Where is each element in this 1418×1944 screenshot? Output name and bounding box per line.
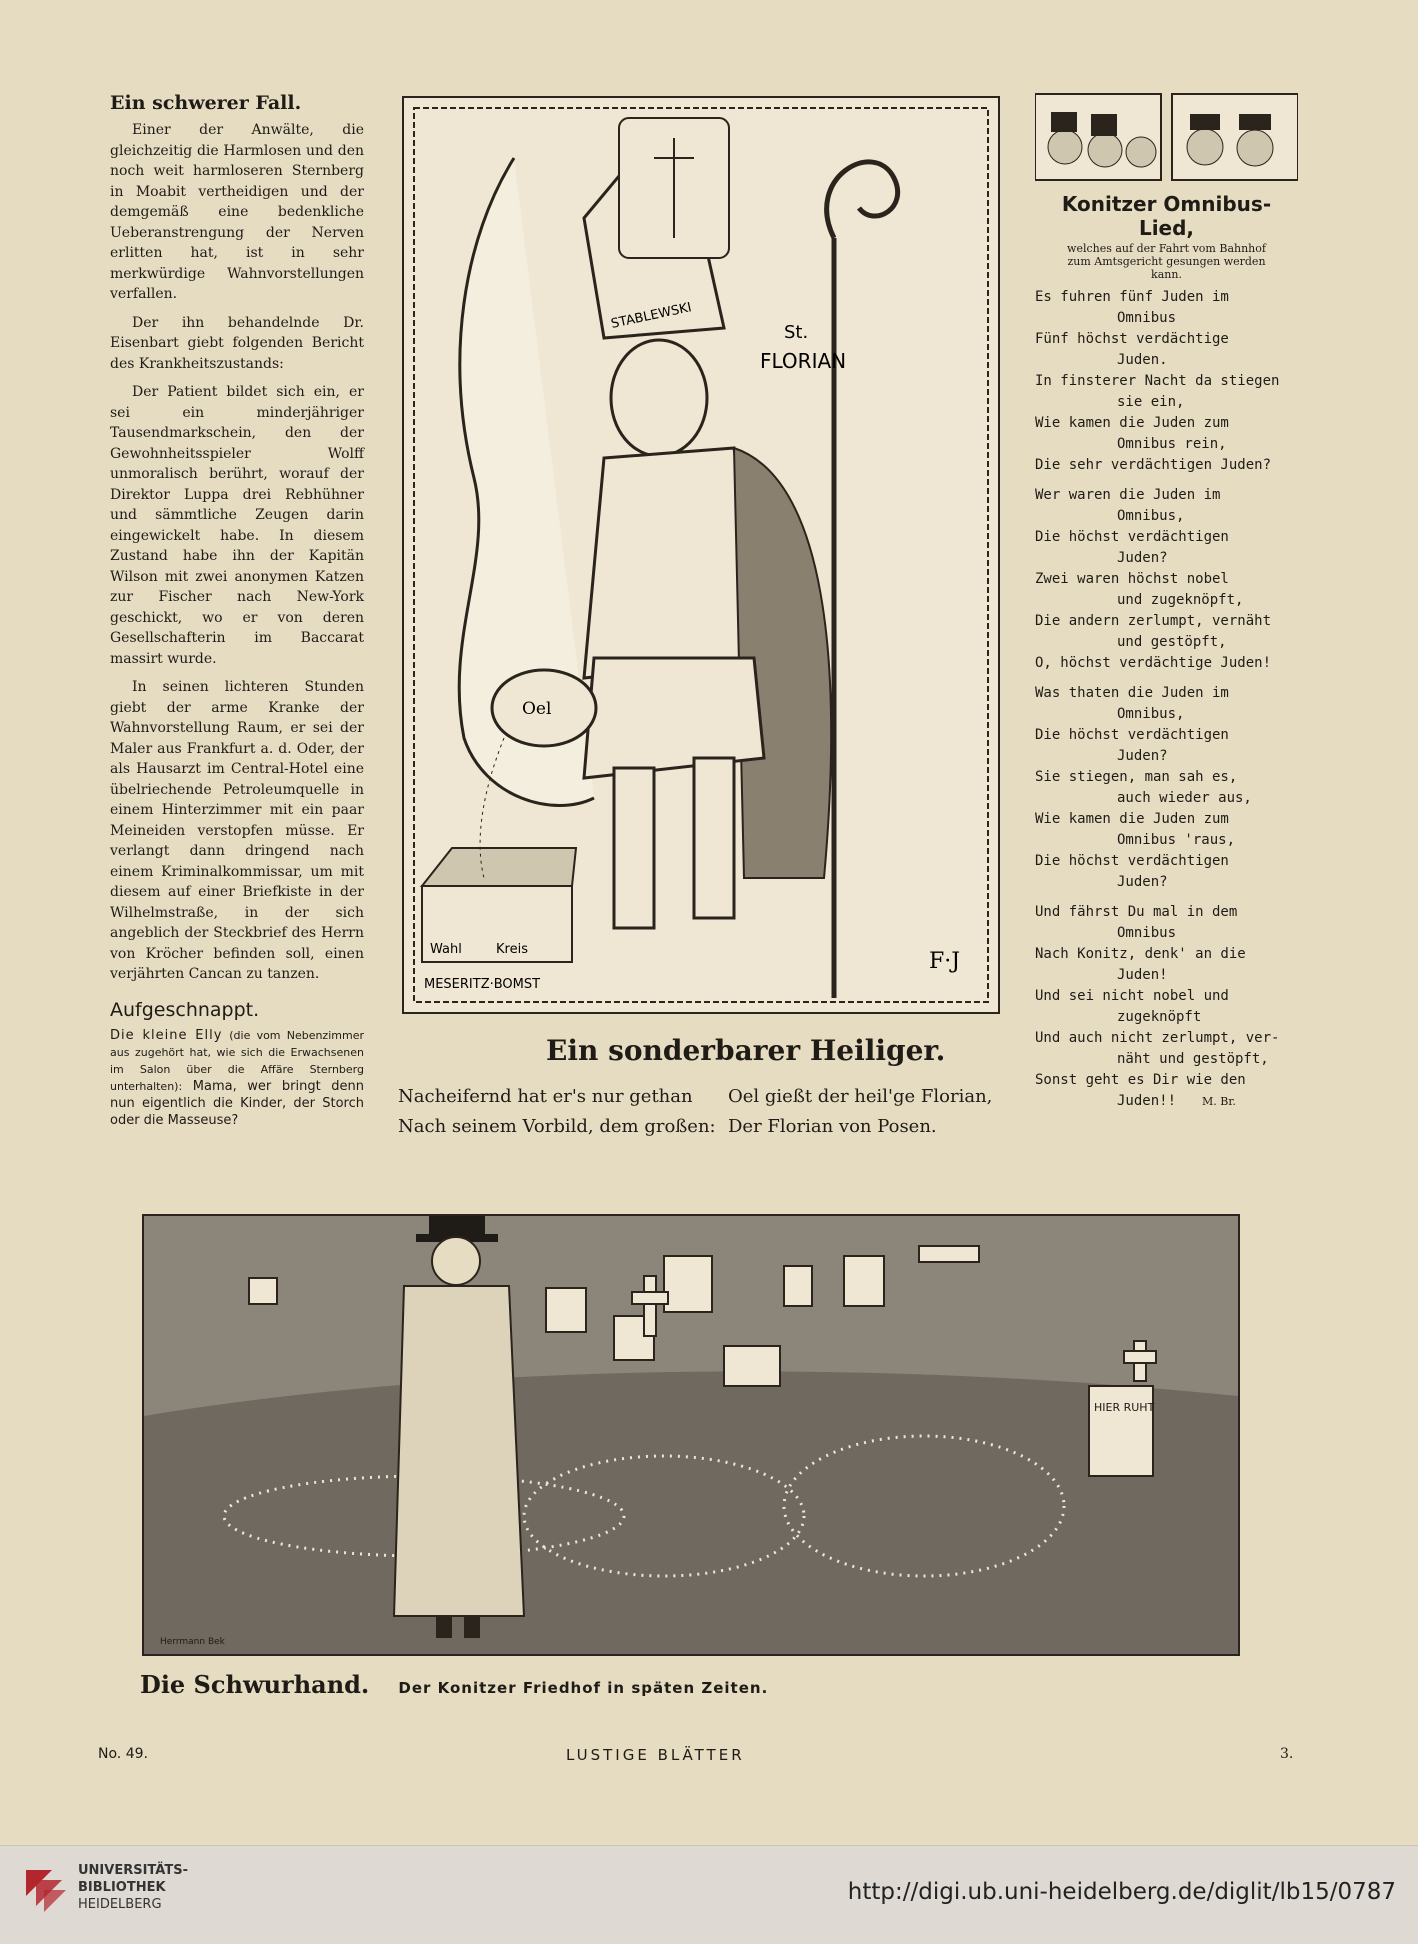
article1-paragraph: Einer der Anwälte, die gleichzeitig die Harmlosen und den noch weit harmloseren Sternberg in Moabit vertheidigen und der demgemäß eine bedenkliche Ueberanstrengung der Nerven erlitten hat, ist in sehr merkwürdige Wahnvorstellungen verfallen. <box>110 122 364 302</box>
verse-line: Die höchst verdächtigen <box>1035 727 1229 743</box>
saint-caption-title: Ein sonderbarer Heiliger. <box>546 1034 946 1067</box>
kreis-label: Kreis <box>496 942 528 957</box>
article1-paragraph: In seinen lichteren Stunden giebt der arme Kranke der Wahnvorstellung Raum, er sei der Maler aus Frankfurt a. d. Oder, der als Hausarzt im Central-Hotel eine übelriechende Petroleumquelle in einem Hinterzimmer mit ein paar Meineiden verstopfen müsse. Er verlangt dann dringend nach einem Kriminalkommissar, um mit diesem auf einer Briefkiste in der Wilhelmstraße, in der sich angeblich der Steckbrief des Herrn von Kröcher befinden soll, einen verjährten Cancan zu tanzen. <box>110 679 364 982</box>
verse-text: Juden!! <box>1117 1093 1177 1109</box>
stablewski-label: STABLEWSKI <box>609 300 693 332</box>
wahl-label: Wahl <box>430 942 462 957</box>
article2-title: Aufgeschnappt. <box>110 998 260 1021</box>
verse-line: Was thaten die Juden im <box>1035 685 1229 701</box>
article2-note: (die vom Nebenzimmer aus zugehört hat, wie sich die Erwachsenen im Salon über die Affäre Sternberg unterhalten): <box>110 1028 364 1093</box>
verse-line: Die andern zerlumpt, vernäht <box>1035 613 1272 629</box>
cemetery-drawing <box>144 1216 1238 1654</box>
article2-lead: Die kleine Elly <box>110 1027 223 1043</box>
cemetery-caption <box>140 1670 1140 1699</box>
verse-line: Der Florian von Posen. <box>728 1116 937 1137</box>
verse-line: Juden! <box>1117 967 1168 983</box>
verse-line: auch wieder aus, <box>1117 790 1252 806</box>
article1-paragraph: Der Patient bildet sich ein, er sei ein minderjähriger Tausendmarkschein, den der Gewohnheitsspieler Wolff unmoralisch berührt, worauf der Direktor Luppa drei Rebhühner und sämmtliche Zeugen darin eingewickelt habe. In diesem Zustand habe ihn der Kapitän Wilson mit zwei anonymen Katzen zur Fischer nach New-York geschickt, wo er von deren Gesellschafterin im Baccarat massirt wurde. <box>110 384 364 667</box>
verse-line: näht und gestöpft, <box>1117 1051 1269 1067</box>
library-logo-icon <box>22 1866 68 1916</box>
verse-line: Sie stiegen, man sah es, <box>1035 769 1238 785</box>
signature: F·J <box>929 949 961 974</box>
issue-number: No. 49. <box>98 1746 148 1762</box>
right-column <box>1035 92 1298 1121</box>
verse-line: zugeknöpft <box>1117 1009 1202 1025</box>
verse-line: Fünf höchst verdächtige <box>1035 331 1229 347</box>
saint-florian-cartoon <box>402 96 1000 1014</box>
verse-line: Und sei nicht nobel und <box>1035 988 1229 1004</box>
verse-line: Omnibus 'raus, <box>1117 832 1236 848</box>
author-signature: M. Br. <box>1202 1095 1236 1108</box>
couplet-left <box>398 1082 718 1142</box>
song-subtitle: welches auf der Fahrt vom Bahnhof zum Amtsgericht gesungen werden kann. <box>1067 242 1266 281</box>
verse-line: Omnibus <box>1117 310 1177 326</box>
verse-line: Omnibus, <box>1117 508 1185 524</box>
cemetery-caption-sub: Der Konitzer Friedhof in späten Zeiten. <box>398 1679 769 1697</box>
library-name-line: BIBLIOTHEK <box>78 1880 166 1895</box>
article2-body <box>110 1027 364 1129</box>
verse-line: und zugeknöpft, <box>1117 592 1244 608</box>
left-column <box>110 92 364 1137</box>
couplet-right <box>728 1082 1028 1142</box>
song-title: Konitzer Omnibus-Lied, <box>1061 192 1272 240</box>
verse-line: Und fährst Du mal in dem <box>1035 904 1238 920</box>
page-number: 3. <box>1280 1746 1294 1762</box>
library-name-line: HEIDELBERG <box>78 1897 162 1912</box>
verse-line: sie ein, <box>1117 394 1185 410</box>
verse-line: Nacheifernd hat er's nur gethan <box>398 1086 693 1107</box>
verse-line: Juden? <box>1117 748 1168 764</box>
verse-line: Die sehr verdächtigen Juden? <box>1035 457 1272 473</box>
cartoon-heads-vignette <box>1035 92 1298 182</box>
verse-line: Nach Konitz, denk' an die <box>1035 946 1246 962</box>
st-label: St. <box>784 322 809 343</box>
stanza-3 <box>1035 683 1298 893</box>
artist-signature: Herrmann Bek <box>160 1637 225 1647</box>
verse-line: Omnibus rein, <box>1117 436 1227 452</box>
oel-label: Oel <box>522 699 552 719</box>
stanza-2 <box>1035 485 1298 674</box>
verse-line: Die höchst verdächtigen <box>1035 529 1229 545</box>
article1-paragraph: Der ihn behandelnde Dr. Eisenbart giebt folgenden Bericht des Krankheitszustands: <box>110 314 364 372</box>
tombstone-text: HIER RUHT <box>1094 1401 1155 1414</box>
stanza-1 <box>1035 287 1298 476</box>
article1-title: Ein schwerer Fall. <box>110 92 302 114</box>
verse-line: Wie kamen die Juden zum <box>1035 811 1229 827</box>
magazine-name: LUSTIGE BLÄTTER <box>566 1746 745 1764</box>
verse-line: Omnibus, <box>1117 706 1185 722</box>
meseritz-label: MESERITZ·BOMST <box>424 977 541 992</box>
article2-quote: Mama, wer bringt denn nun eigentlich die Kinder, der Storch oder die Masseuse? <box>110 1078 364 1128</box>
cartoon-drawing <box>404 98 998 1012</box>
verse-line: Omnibus <box>1117 925 1177 941</box>
verse-line: Nach seinem Vorbild, dem großen: <box>398 1116 716 1137</box>
verse-line: O, höchst verdächtige Juden! <box>1035 655 1272 671</box>
verse-line <box>1035 1091 1298 1112</box>
verse-line: Wie kamen die Juden zum <box>1035 415 1229 431</box>
cemetery-caption-title: Die Schwurhand. <box>140 1670 370 1699</box>
florian-label: FLORIAN <box>760 349 847 373</box>
library-name <box>78 1862 188 1913</box>
verse-line: Zwei waren höchst nobel <box>1035 571 1229 587</box>
verse-line: Juden. <box>1117 352 1168 368</box>
verse-line: Sonst geht es Dir wie den <box>1035 1072 1246 1088</box>
verse-line: In finsterer Nacht da stiegen <box>1035 373 1280 389</box>
stanza-4 <box>1035 902 1298 1112</box>
permalink-url[interactable]: http://digi.ub.uni-heidelberg.de/diglit/lb15/0787 <box>847 1879 1396 1905</box>
verse-line: und gestöpft, <box>1117 634 1227 650</box>
verse-line: Die höchst verdächtigen <box>1035 853 1229 869</box>
verse-line: Juden? <box>1117 874 1168 890</box>
verse-line: Juden? <box>1117 550 1168 566</box>
verse-line: Und auch nicht zerlumpt, ver- <box>1035 1030 1280 1046</box>
library-name-line: UNIVERSITÄTS- <box>78 1863 188 1878</box>
verse-line: Es fuhren fünf Juden im <box>1035 289 1229 305</box>
song-stanzas <box>1035 287 1298 1112</box>
verse-line: Wer waren die Juden im <box>1035 487 1221 503</box>
cemetery-cartoon <box>142 1214 1240 1656</box>
verse-line: Oel gießt der heil'ge Florian, <box>728 1086 993 1107</box>
